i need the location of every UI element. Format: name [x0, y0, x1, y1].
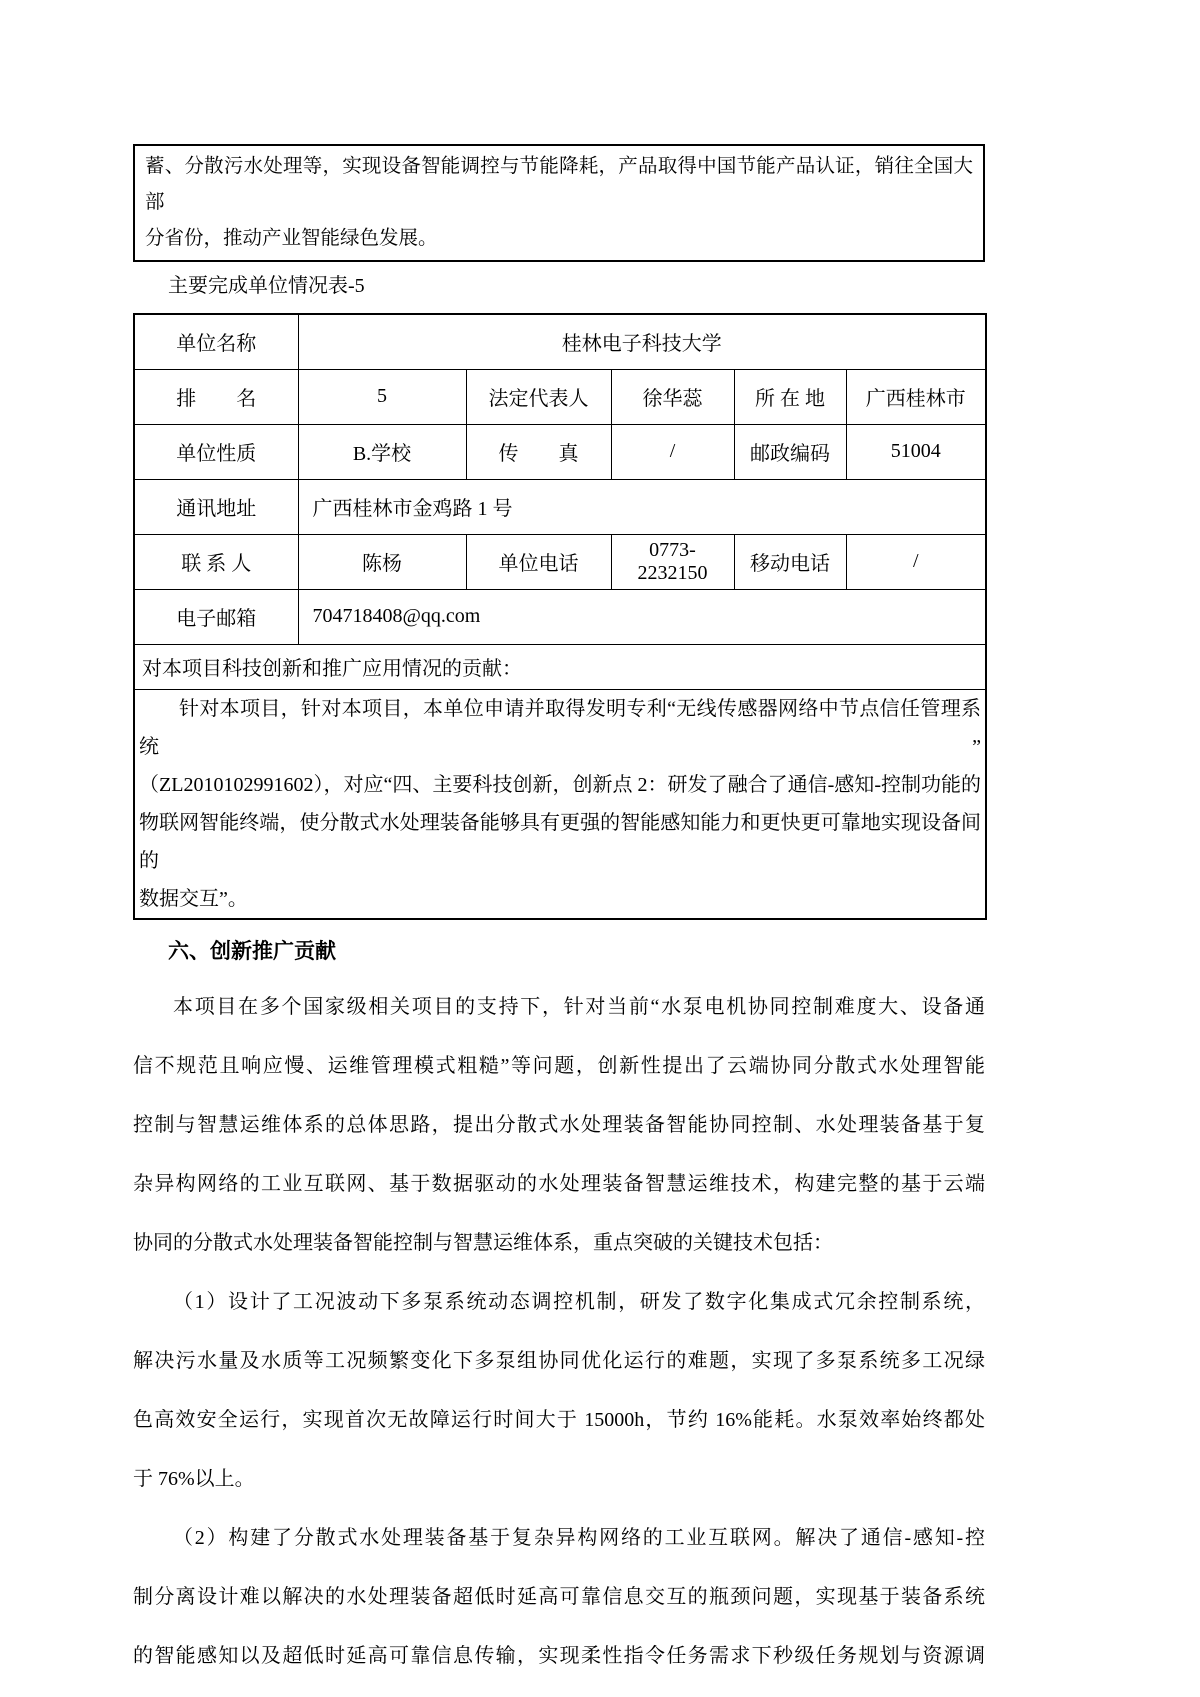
email-value-cell: 704718408@qq.com: [298, 589, 986, 644]
contribution-label-cell: 对本项目科技创新和推广应用情况的贡献：: [134, 644, 986, 689]
table-row: [134, 644, 986, 689]
text-line: 色高效安全运行，实现首次无故障运行时间大于 15000h，节约 16%能耗。水泵效率始终都处: [133, 1409, 985, 1431]
fax-label-cell: 传 真: [466, 424, 611, 479]
mobile-label-cell: 移动电话: [734, 534, 846, 589]
table-row: [134, 589, 986, 644]
table-title: 主要完成单位情况表-5: [168, 275, 365, 297]
section-body: [133, 978, 985, 1686]
postcode-label-cell: 邮政编码: [734, 424, 846, 479]
office-phone-label-cell: 单位电话: [466, 534, 611, 589]
text-line: 制分离设计难以解决的水处理装备超低时延高可靠信息交互的瓶颈问题，实现基于装备系统: [133, 1586, 985, 1608]
paragraph: [133, 1273, 985, 1509]
legal-rep-label-cell: 法定代表人: [466, 369, 611, 424]
contact-value-cell: 陈杨: [298, 534, 466, 589]
contact-label-cell: 联 系 人: [134, 534, 298, 589]
section-heading: 六、创新推广贡献: [168, 939, 336, 963]
text-line: 解决污水量及水质等工况频繁变化下多泵组协同优化运行的难题，实现了多泵系统多工况绿: [133, 1350, 985, 1372]
carryover-text-box: [133, 144, 985, 262]
text-line: （1）设计了工况波动下多泵系统动态调控机制，研发了数字化集成式冗余控制系统，: [173, 1291, 985, 1313]
text-line: 杂异构网络的工业互联网、基于数据驱动的水处理装备智慧运维技术，构建完整的基于云端: [133, 1173, 985, 1195]
text-line: 信不规范且响应慢、运维管理模式粗糙”等问题，创新性提出了云端协同分散式水处理智能: [133, 1055, 985, 1077]
fax-value-cell: /: [611, 424, 734, 479]
text-line: 的智能感知以及超低时延高可靠信息传输，实现柔性指令任务需求下秒级任务规划与资源调: [133, 1645, 985, 1667]
paragraph: [139, 690, 981, 918]
table-row: [134, 424, 986, 479]
legal-rep-value-cell: 徐华蕊: [611, 369, 734, 424]
rank-value-cell: 5: [298, 369, 466, 424]
paragraph: [133, 978, 985, 1273]
contribution-text-cell: [134, 689, 986, 919]
unit-type-value-cell: B.学校: [298, 424, 466, 479]
rank-label-cell: 排 名: [134, 369, 298, 424]
paragraph: [133, 1509, 985, 1686]
text-line: 协同的分散式水处理装备智能控制与智慧运维体系，重点突破的关键技术包括：: [133, 1232, 833, 1254]
table-row: [134, 314, 986, 369]
text-line: 物联网智能终端，使分散式水处理装备能够具有更强的智能感知能力和更快更可靠地实现设备间的: [139, 811, 982, 872]
mobile-value-cell: /: [846, 534, 986, 589]
table-row: [134, 689, 986, 919]
paragraph: [145, 149, 973, 257]
text-line: 于 76%以上。: [133, 1468, 255, 1490]
text-line: （2）构建了分散式水处理装备基于复杂异构网络的工业互联网。解决了通信-感知-控: [173, 1527, 985, 1549]
unit-name-value-cell: 桂林电子科技大学: [298, 314, 986, 369]
postcode-value-cell: 51004: [846, 424, 986, 479]
email-label-cell: 电子邮箱: [134, 589, 298, 644]
unit-type-label-cell: 单位性质: [134, 424, 298, 479]
text-line: 控制与智慧运维体系的总体思路，提出分散式水处理装备智能协同控制、水处理装备基于复: [133, 1114, 985, 1136]
address-label-cell: 通讯地址: [134, 479, 298, 534]
text-line: （ZL2010102991602），对应“四、主要科技创新，创新点 2：研发了融合了通信-感知-控制功能的: [139, 773, 982, 796]
location-label-cell: 所 在 地: [734, 369, 846, 424]
text-line: 针对本项目，针对本项目，本单位申请并取得发明专利“无线传感器网络中节点信任管理系统”: [139, 697, 982, 758]
text-line: 数据交互”。: [139, 887, 248, 910]
unit-name-label-cell: 单位名称: [134, 314, 298, 369]
unit-info-table: [133, 313, 987, 920]
table-row: [134, 479, 986, 534]
table-row: [134, 369, 986, 424]
table-row: [134, 534, 986, 589]
office-phone-value-cell: 0773-2232150: [611, 534, 734, 589]
address-value-cell: 广西桂林市金鸡路 1 号: [298, 479, 986, 534]
location-value-cell: 广西桂林市: [846, 369, 986, 424]
text-line: 蓄、分散污水处理等，实现设备智能调控与节能降耗，产品取得中国节能产品认证，销往全国大部: [145, 156, 973, 213]
text-line: 分省份，推动产业智能绿色发展。: [145, 228, 438, 249]
text-line: 本项目在多个国家级相关项目的支持下，针对当前“水泵电机协同控制难度大、设备通: [173, 996, 985, 1018]
